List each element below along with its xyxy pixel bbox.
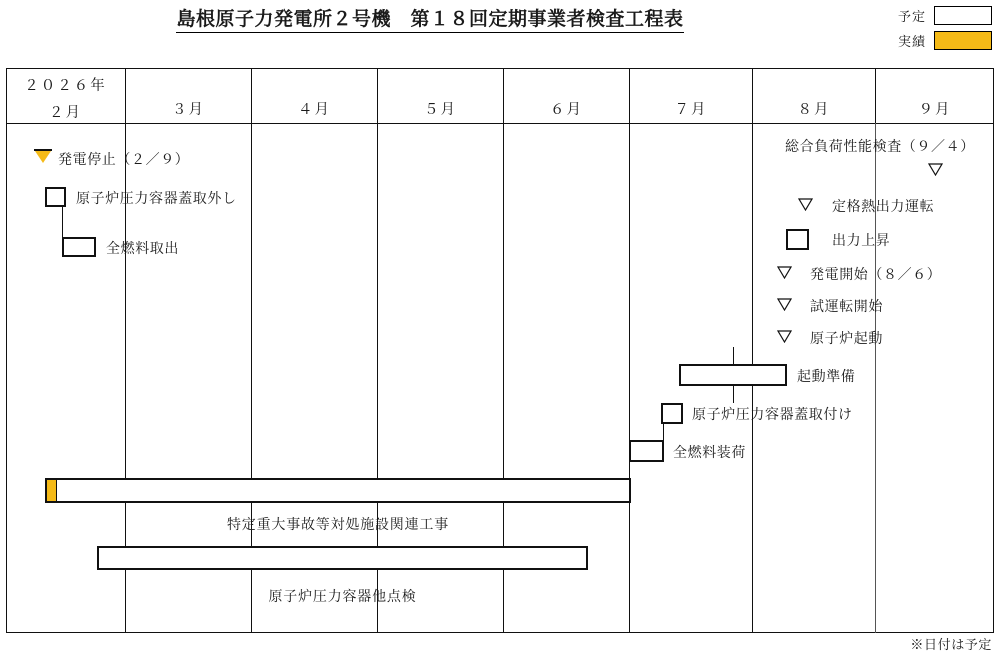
header-month-label-4: ６月 — [550, 102, 583, 118]
startup-prep-connector-bottom — [733, 386, 734, 403]
header-month-mar — [126, 98, 251, 119]
rpv-head-install-box — [661, 403, 683, 424]
power-generation-start-triangle-icon — [777, 266, 792, 279]
header-month-label-2: ４月 — [298, 102, 331, 118]
header-month-apr — [252, 98, 377, 119]
milestone-label-power-generation-start: 発電開始（８／６） — [810, 268, 942, 283]
legend-row-planned — [860, 6, 992, 25]
legend-label-actual: 実績 — [897, 34, 926, 49]
legend-row-actual — [860, 31, 992, 50]
milestone-label-rpv-head-install: 原子炉圧力容器蓋取付け — [692, 408, 853, 423]
milestone-label-fuel-load: 全燃料装荷 — [673, 446, 746, 461]
bar-label-rpv-inspection: 原子炉圧力容器他点検 — [268, 590, 417, 605]
power-ascension-box — [786, 229, 809, 250]
legend — [860, 6, 992, 56]
header-month-jun — [504, 98, 629, 119]
fuel-load-box — [629, 440, 664, 462]
header-month-label-6: ８月 — [797, 102, 831, 118]
milestone-label-fuel-unload: 全燃料取出 — [106, 242, 179, 257]
shutdown-triangle-top-rule — [34, 149, 52, 151]
milestone-label-startup-preparation: 起動準備 — [797, 370, 856, 385]
milestone-label-rpv-head-removal: 原子炉圧力容器蓋取外し — [76, 192, 237, 207]
header-month-label-7: ９月 — [918, 102, 952, 118]
startup-prep-connector-top — [733, 347, 734, 365]
startup-preparation-bar — [679, 364, 787, 386]
milestone-label-shutdown: 発電停止（２／９） — [58, 153, 190, 168]
footnote: ※日付は予定 — [910, 637, 992, 652]
sa-facility-work-actual-fill — [47, 480, 57, 501]
legend-label-planned: 予定 — [897, 9, 926, 24]
left-connector-line — [62, 207, 63, 238]
header-month-label-3: ５月 — [424, 102, 457, 118]
page-title-text: 島根原子力発電所２号機 第１８回定期事業者検査工程表 — [176, 9, 683, 33]
header-month-feb — [6, 74, 125, 122]
header-month-label-5: ７月 — [674, 102, 708, 118]
reactor-startup-triangle-icon — [777, 330, 792, 343]
grid-line-aug-sep-body-lower — [875, 425, 876, 633]
bar-label-sa-facility-work: 特定重大事故等対処施設関連工事 — [227, 518, 449, 533]
grid-line-jun-jul — [629, 68, 630, 633]
grid-line-jul-aug — [752, 68, 753, 633]
rpv-head-removal-box — [45, 187, 66, 207]
shutdown-triangle-icon — [35, 151, 51, 163]
sa-facility-work-bar — [45, 478, 631, 503]
milestone-label-comprehensive-load-test: 総合負荷性能検査（９／４） — [785, 140, 975, 155]
milestone-label-power-ascension: 出力上昇 — [832, 234, 891, 249]
rpv-inspection-bar — [97, 546, 588, 570]
header-year-label: ２０２６年 — [24, 78, 107, 94]
milestone-label-reactor-startup: 原子炉起動 — [810, 332, 883, 347]
right-connector-line — [663, 424, 664, 440]
milestone-label-trial-operation-start: 試運転開始 — [810, 300, 883, 315]
legend-swatch-actual — [934, 31, 992, 50]
header-month-jul — [630, 98, 752, 119]
legend-swatch-planned — [934, 6, 992, 25]
milestone-label-rated-thermal-output: 定格熱出力運転 — [832, 200, 935, 215]
header-month-label-1: ３月 — [172, 102, 205, 118]
comprehensive-load-test-triangle-icon — [928, 163, 943, 176]
header-month-may — [378, 98, 503, 119]
header-month-aug — [753, 98, 875, 119]
page-title — [0, 4, 860, 31]
header-separator — [6, 123, 994, 124]
rated-thermal-output-triangle-icon — [798, 198, 813, 211]
trial-operation-start-triangle-icon — [777, 298, 792, 311]
fuel-unload-box — [62, 237, 96, 257]
header-month-sep — [876, 98, 994, 119]
header-month-label-0: ２月 — [49, 105, 82, 121]
